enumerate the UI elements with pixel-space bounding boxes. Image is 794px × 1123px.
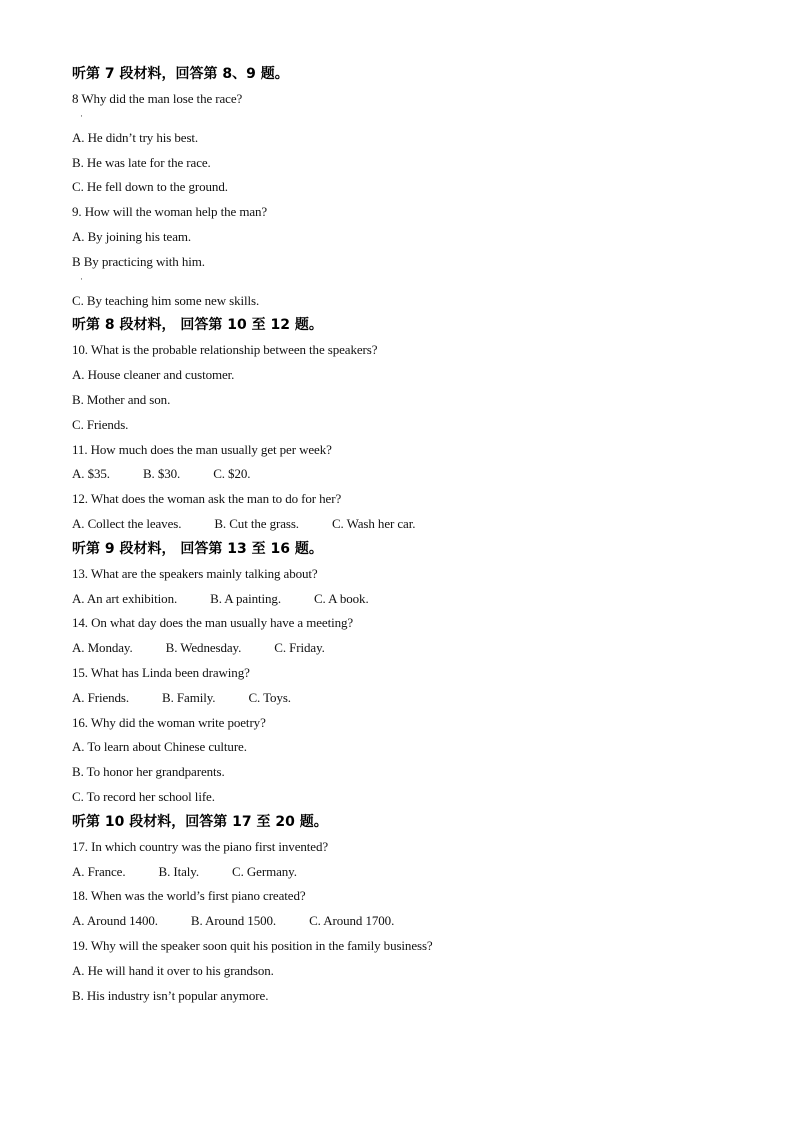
option-14b: B. Wednesday. — [165, 640, 242, 656]
option-14a: A. Monday. — [72, 640, 133, 656]
options-17 — [72, 860, 732, 885]
option-14c: C. Friday. — [274, 640, 325, 656]
option-17b: B. Italy. — [158, 863, 200, 879]
option-17a: A. France. — [72, 863, 126, 879]
option-15a: A. Friends. — [72, 689, 130, 705]
exam-page — [72, 62, 732, 1008]
option-16a: A. To learn about Chinese culture. — [72, 739, 247, 755]
option-12b: B. Cut the grass. — [214, 515, 299, 531]
question-13: 13. What are the speakers mainly talking about? — [72, 565, 318, 581]
stray-mark: · — [80, 273, 83, 284]
question-16: 16. Why did the woman write poetry? — [72, 714, 266, 730]
option-8a: A. He didn’t try his best. — [72, 129, 199, 145]
question-19: 19. Why will the speaker soon quit his position in the family business? — [72, 937, 433, 953]
option-10a: A. House cleaner and customer. — [72, 367, 235, 383]
option-12c: C. Wash her car. — [331, 515, 416, 531]
section-heading: 听第 9 段材料， 回答第 13 至 16 题。 — [72, 540, 323, 557]
section-heading: 听第 10 段材料，回答第 17 至 20 题。 — [72, 813, 328, 830]
option-18b: B. Around 1500. — [190, 913, 277, 929]
spacer — [72, 275, 732, 289]
section-heading: 听第 8 段材料， 回答第 10 至 12 题。 — [72, 317, 323, 334]
option-12a: A. Collect the leaves. — [72, 515, 182, 531]
option-13a: A. An art exhibition. — [72, 590, 178, 606]
option-8c: C. He fell down to the ground. — [72, 179, 228, 195]
option-17c: C. Germany. — [232, 863, 297, 879]
option-11a: A. $35. — [72, 466, 110, 482]
option-13b: B. A painting. — [210, 590, 281, 606]
option-16b: B. To honor her grandparents. — [72, 764, 225, 780]
question-17: 17. In which country was the piano first invented? — [72, 838, 329, 854]
question-18: 18. When was the world’s first piano created? — [72, 888, 306, 904]
options-11 — [72, 462, 732, 487]
option-9b: B By practicing with him. — [72, 253, 205, 269]
options-12 — [72, 512, 732, 537]
question-15: 15. What has Linda been drawing? — [72, 664, 250, 680]
option-9a: A. By joining his team. — [72, 228, 192, 244]
option-11c: C. $20. — [213, 466, 251, 482]
option-10c: C. Friends. — [72, 416, 129, 432]
option-18c: C. Around 1700. — [309, 913, 395, 929]
option-18a: A. Around 1400. — [72, 913, 158, 929]
stray-mark: · — [80, 110, 83, 121]
option-15b: B. Family. — [162, 689, 216, 705]
option-9c: C. By teaching him some new skills. — [72, 292, 260, 308]
option-13c: C. A book. — [313, 590, 369, 606]
question-11: 11. How much does the man usually get per week? — [72, 441, 332, 457]
options-13 — [72, 587, 732, 612]
question-12: 12. What does the woman ask the man to do for her? — [72, 491, 342, 507]
section-heading: 听第 7 段材料，回答第 8、9 题。 — [72, 66, 289, 82]
question-8: 8 Why did the man lose the race? — [72, 91, 243, 106]
option-19a: A. He will hand it over to his grandson. — [72, 962, 274, 978]
options-18 — [72, 909, 732, 934]
option-10b: B. Mother and son. — [72, 391, 171, 407]
question-9: 9. How will the woman help the man? — [72, 204, 268, 220]
options-15 — [72, 686, 732, 711]
spacer — [72, 112, 732, 126]
question-14: 14. On what day does the man usually have a meeting? — [72, 615, 354, 631]
option-8b: B. He was late for the race. — [72, 154, 211, 170]
option-11b: B. $30. — [142, 466, 181, 482]
option-16c: C. To record her school life. — [72, 788, 215, 804]
question-10: 10. What is the probable relationship between the speakers? — [72, 342, 378, 358]
options-14 — [72, 636, 732, 661]
option-19b: B. His industry isn’t popular anymore. — [72, 987, 269, 1003]
option-15c: C. Toys. — [248, 689, 291, 705]
